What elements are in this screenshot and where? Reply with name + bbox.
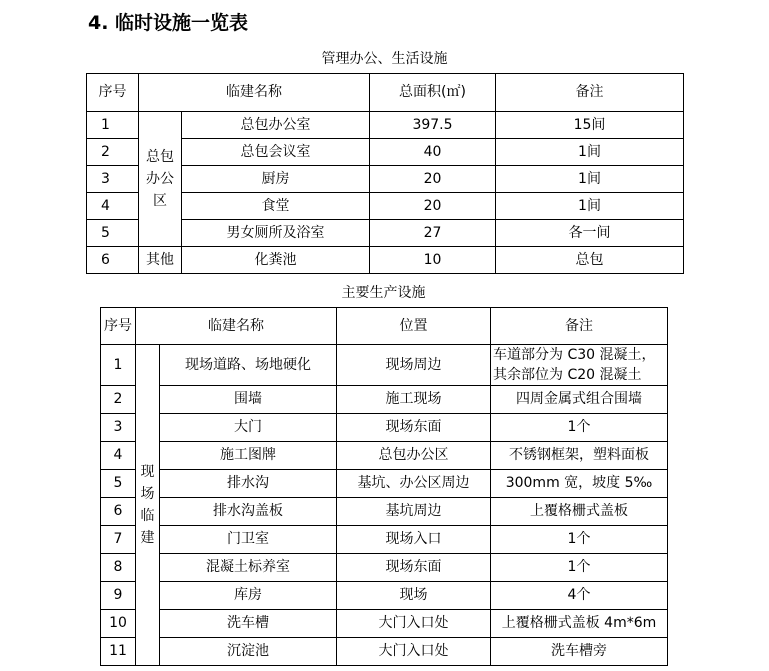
table-row	[101, 582, 668, 610]
row-name: 门卫室	[160, 526, 337, 554]
table-row	[101, 442, 668, 470]
table-row	[101, 345, 668, 386]
row-area: 27	[370, 220, 496, 247]
row-seq: 5	[87, 220, 139, 247]
row-seq: 3	[87, 166, 139, 193]
row-area: 397.5	[370, 112, 496, 139]
table-header-row	[101, 308, 668, 345]
group-line: 临	[140, 508, 155, 524]
row-seq: 9	[101, 582, 136, 610]
row-name: 现场道路、场地硬化	[160, 345, 337, 386]
table-row	[87, 112, 684, 139]
row-note: 1个	[491, 554, 668, 582]
table-row	[101, 526, 668, 554]
row-seq: 4	[87, 193, 139, 220]
row-seq: 5	[101, 470, 136, 498]
row-name: 总包办公室	[182, 112, 370, 139]
row-name: 排水沟盖板	[160, 498, 337, 526]
life-facilities-table	[86, 73, 684, 274]
row-note: 4个	[491, 582, 668, 610]
row-note: 洗车槽旁	[491, 638, 668, 666]
group-line: 办公	[146, 171, 174, 187]
row-name: 大门	[160, 414, 337, 442]
row-seq: 2	[87, 139, 139, 166]
row-seq: 10	[101, 610, 136, 638]
production-facilities-table	[100, 307, 668, 666]
row-location: 基坑周边	[337, 498, 491, 526]
row-note: 总包	[496, 247, 684, 274]
group-office-area	[139, 112, 182, 247]
table-row	[101, 470, 668, 498]
row-name: 沉淀池	[160, 638, 337, 666]
header-location: 位置	[337, 308, 491, 345]
row-name: 食堂	[182, 193, 370, 220]
group-line: 区	[153, 193, 167, 209]
row-note: 1间	[496, 193, 684, 220]
row-seq: 8	[101, 554, 136, 582]
row-area: 20	[370, 166, 496, 193]
row-note: 四周金属式组合围墙	[491, 386, 668, 414]
header-area: 总面积(㎡)	[370, 74, 496, 112]
row-location: 现场周边	[337, 345, 491, 386]
header-name: 临建名称	[136, 308, 337, 345]
group-line: 建	[140, 530, 155, 546]
row-location: 大门入口处	[337, 638, 491, 666]
table-row	[101, 610, 668, 638]
header-note: 备注	[491, 308, 668, 345]
row-note: 300mm 宽，坡度 5‰	[491, 470, 668, 498]
row-location: 施工现场	[337, 386, 491, 414]
row-seq: 11	[101, 638, 136, 666]
table-row	[101, 498, 668, 526]
table-row	[101, 554, 668, 582]
row-location: 现场	[337, 582, 491, 610]
row-name: 总包会议室	[182, 139, 370, 166]
row-seq: 1	[87, 112, 139, 139]
row-seq: 6	[87, 247, 139, 274]
row-note: 各一间	[496, 220, 684, 247]
row-seq: 4	[101, 442, 136, 470]
header-seq: 序号	[101, 308, 136, 345]
table2-caption: 主要生产设施	[341, 285, 426, 301]
row-location: 现场东面	[337, 554, 491, 582]
group-line: 现	[140, 464, 155, 480]
group-line: 总包	[146, 149, 174, 165]
row-note: 1个	[491, 414, 668, 442]
row-note: 车道部分为 C30 混凝土，其余部位为 C20 混凝土	[491, 345, 668, 386]
header-seq: 序号	[87, 74, 139, 112]
row-location: 总包办公区	[337, 442, 491, 470]
row-name: 厨房	[182, 166, 370, 193]
table-header-row	[87, 74, 684, 112]
table1-caption: 管理办公、生活设施	[321, 51, 448, 67]
row-note: 上覆格栅式盖板 4m*6m	[491, 610, 668, 638]
row-area: 10	[370, 247, 496, 274]
row-note: 1间	[496, 166, 684, 193]
row-note: 1间	[496, 139, 684, 166]
row-area: 40	[370, 139, 496, 166]
row-note: 15间	[496, 112, 684, 139]
table-row	[101, 638, 668, 666]
row-name: 排水沟	[160, 470, 337, 498]
row-seq: 3	[101, 414, 136, 442]
row-note: 1个	[491, 526, 668, 554]
row-note: 上覆格栅式盖板	[491, 498, 668, 526]
table-row	[101, 414, 668, 442]
header-note: 备注	[496, 74, 684, 112]
row-location: 现场入口	[337, 526, 491, 554]
row-location: 现场东面	[337, 414, 491, 442]
row-name: 围墙	[160, 386, 337, 414]
row-note: 不锈钢框架，塑料面板	[491, 442, 668, 470]
row-location: 基坑、办公区周边	[337, 470, 491, 498]
row-name: 施工图牌	[160, 442, 337, 470]
group-line: 场	[140, 486, 155, 502]
row-seq: 1	[101, 345, 136, 386]
header-name: 临建名称	[139, 74, 370, 112]
table-row	[101, 386, 668, 414]
row-name: 混凝土标养室	[160, 554, 337, 582]
row-location: 大门入口处	[337, 610, 491, 638]
section-heading: 4. 临时设施一览表	[88, 12, 249, 34]
row-seq: 7	[101, 526, 136, 554]
row-name: 男女厕所及浴室	[182, 220, 370, 247]
row-area: 20	[370, 193, 496, 220]
table-row	[87, 247, 684, 274]
group-site-temp	[136, 345, 160, 666]
row-name: 洗车槽	[160, 610, 337, 638]
row-seq: 2	[101, 386, 136, 414]
row-seq: 6	[101, 498, 136, 526]
row-name: 库房	[160, 582, 337, 610]
row-name: 化粪池	[182, 247, 370, 274]
group-other: 其他	[139, 247, 182, 274]
